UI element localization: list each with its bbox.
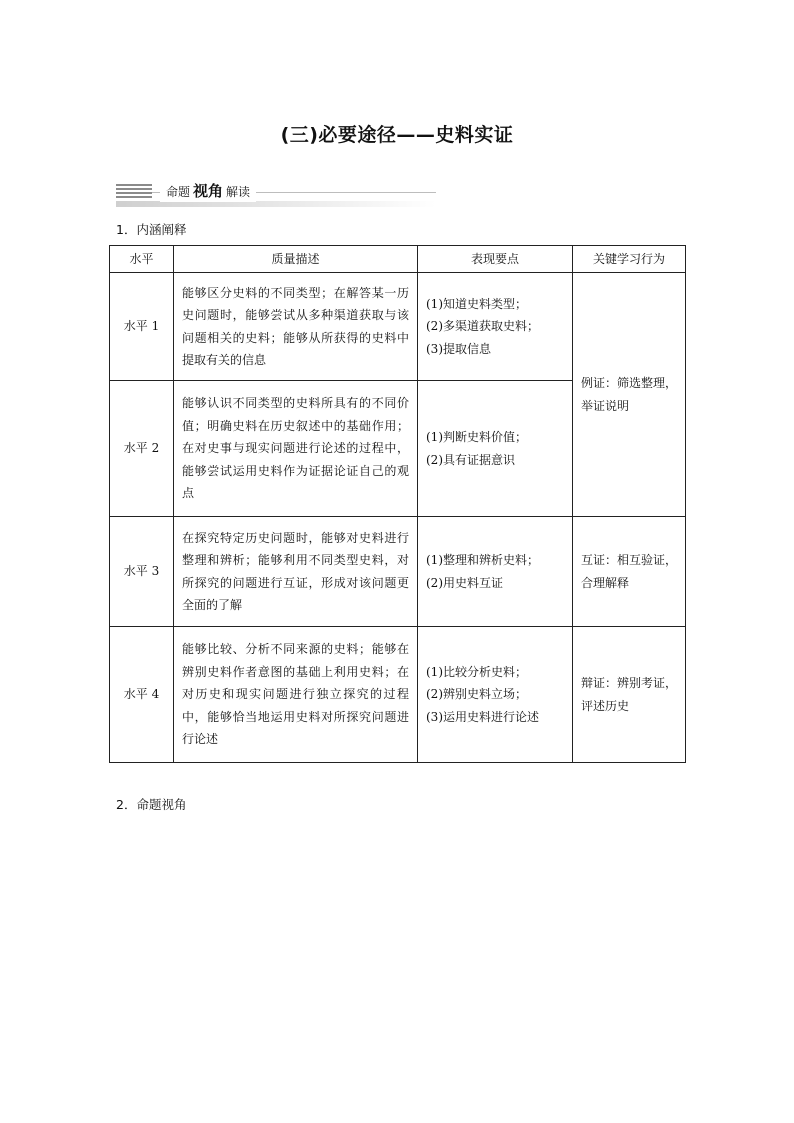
banner-label-big: 视角: [193, 182, 224, 200]
header-quality: 质量描述: [174, 246, 418, 273]
point-item: (3)提取信息: [426, 341, 491, 356]
point-item: (1)比较分析史料；: [426, 664, 527, 679]
level-cell: 水平 1: [110, 273, 174, 381]
behavior-line: 评述历史: [581, 698, 630, 713]
banner-label-left: 命题: [166, 185, 191, 199]
table-row: [110, 627, 686, 763]
point-item: (2)辨别史料立场；: [426, 687, 527, 702]
desc-cell: 能够认识不同类型的史料所具有的不同价值；明确史料在历史叙述中的基础作用；在对史事与现实问题进行论述的过程中，能够尝试运用史料作为证据论证自己的观点: [174, 381, 418, 517]
point-item: (2)用史料互证: [426, 575, 503, 590]
desc-cell: 在探究特定历史问题时，能够对史料进行整理和辨析；能够利用不同类型史料，对所探究的问题进行互证，形成对该问题更全面的了解: [174, 517, 418, 627]
section-heading-2: 2．命题视角: [116, 797, 187, 812]
header-level: 水平: [110, 246, 174, 273]
banner-label: [160, 181, 256, 202]
behavior-cell: [573, 627, 686, 763]
standards-table: [109, 245, 686, 763]
point-item: (2)多渠道获取史料；: [426, 319, 539, 334]
behavior-line: 合理解释: [581, 575, 630, 590]
behavior-line: 举证说明: [581, 398, 630, 413]
level-cell: 水平 2: [110, 381, 174, 517]
points-cell: [418, 517, 573, 627]
banner-stripes: [116, 184, 152, 200]
behavior-cell: [573, 517, 686, 627]
behavior-cell: [573, 273, 686, 517]
points-cell: [418, 627, 573, 763]
point-item: (1)判断史料价值；: [426, 430, 527, 444]
banner-label-right: 解读: [226, 185, 251, 199]
point-item: (1)整理和辨析史料；: [426, 553, 539, 567]
desc-cell: 能够比较、分析不同来源的史料；能够在辨别史料作者意图的基础上利用史料；在对历史和现实问题进行独立探究的过程中，能够恰当地运用史料对所探究问题进行论述: [174, 627, 418, 763]
page-title: (三)必要途径——史料实证: [280, 124, 514, 146]
level-cell: 水平 3: [110, 517, 174, 627]
behavior-line: 互证：相互验证，: [581, 553, 678, 567]
table-row: [110, 517, 686, 627]
point-item: (1)知道史料类型；: [426, 296, 527, 311]
point-item: (3)运用史料进行论述: [426, 709, 539, 724]
point-item: (2)具有证据意识: [426, 452, 515, 467]
behavior-line: 辩证：辨别考证，: [581, 676, 678, 690]
header-points: 表现要点: [418, 246, 573, 273]
header-behavior: 关键学习行为: [573, 246, 686, 273]
behavior-line: 例证：筛选整理，: [581, 376, 678, 390]
desc-cell: 能够区分史料的不同类型；在解答某一历史问题时，能够尝试从多种渠道获取与该问题相关的史料；能够从所获得的史料中提取有关的信息: [174, 273, 418, 381]
table-row: [110, 273, 686, 381]
section-heading-1: 1．内涵阐释: [116, 222, 187, 237]
section-banner: [116, 175, 436, 209]
level-cell: 水平 4: [110, 627, 174, 763]
table-header-row: [110, 246, 686, 273]
points-cell: [418, 273, 573, 381]
points-cell: [418, 381, 573, 517]
